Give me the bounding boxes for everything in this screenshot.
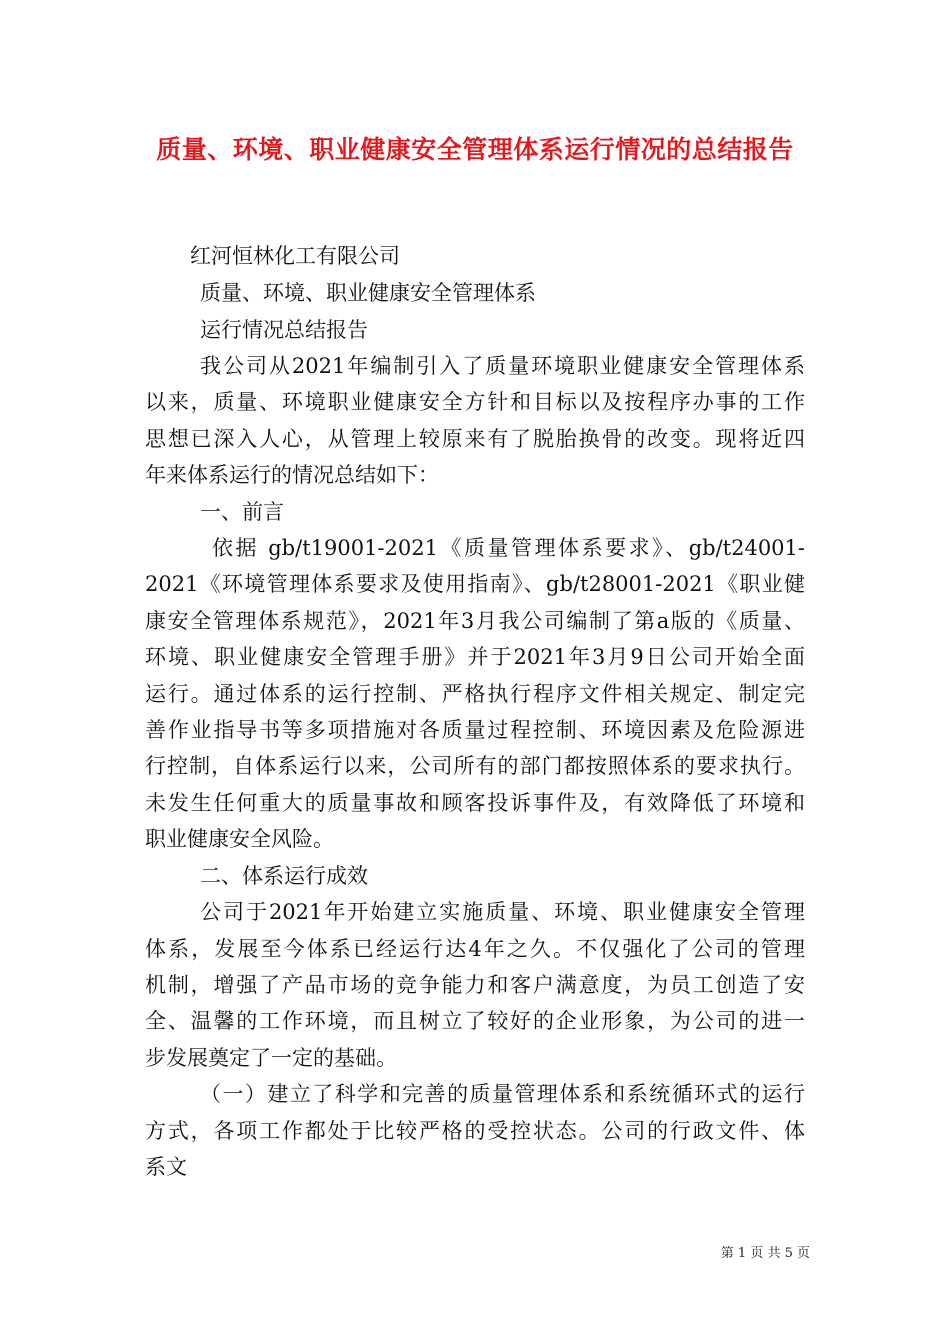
paragraph-line: 公司于2021年开始建立实施质量、环境、职业健康安全管理 [200,900,805,924]
company-name-line: 红河恒林化工有限公司 [190,244,400,268]
paragraph-line: 善作业指导书等多项措施对各质量过程控制、环境因素及危险源进 [145,718,805,742]
paragraph-line: 以来，质量、环境职业健康安全方针和目标以及按程序办事的工作 [145,390,805,414]
paragraph-line: （一）建立了科学和完善的质量管理体系和系统循环式的运行 [200,1082,805,1106]
paragraph-line: 思想已深入人心，从管理上较原来有了脱胎换骨的改变。现将近四 [145,427,805,451]
paragraph-line: 方式，各项工作都处于比较严格的受控状态。公司的行政文件、体 [145,1119,805,1143]
paragraph-line: 职业健康安全风险。 [145,827,334,851]
paragraph-line: 系文 [145,1155,187,1179]
subtitle-line-2: 运行情况总结报告 [200,318,368,342]
document-title: 质量、环境、职业健康安全管理体系运行情况的总结报告 [156,135,794,164]
paragraph-line: 年来体系运行的情况总结如下： [145,463,439,487]
paragraph-line: 我公司从2021年编制引入了质量环境职业健康安全管理体系 [200,354,805,378]
paragraph-line: 2021《环境管理体系要求及使用指南》、gb/t28001-2021《职业健 [145,572,805,596]
page-number-footer: 第 1 页 共 5 页 [720,1246,810,1261]
subtitle-line-1: 质量、环境、职业健康安全管理体系 [200,281,536,305]
paragraph-line: 行控制，自体系运行以来，公司所有的部门都按照体系的要求执行。 [145,754,805,778]
paragraph-line: 康安全管理体系规范》，2021年3月我公司编制了第a版的《质量、 [145,609,805,633]
paragraph-line: 机制，增强了产品市场的竞争能力和客户满意度，为员工创造了安 [145,973,805,997]
paragraph-line: 未发生任何重大的质量事故和顾客投诉事件及，有效降低了环境和 [145,791,805,815]
paragraph-line: 步发展奠定了一定的基础。 [145,1046,397,1070]
paragraph-line: 依据 gb/t19001-2021《质量管理体系要求》、gb/t24001- [212,536,805,560]
paragraph-line: 运行。通过体系的运行控制、严格执行程序文件相关规定、制定完 [145,682,805,706]
paragraph-line: 全、温馨的工作环境，而且树立了较好的企业形象，为公司的进一 [145,1009,805,1033]
section-heading-results: 二、体系运行成效 [200,864,368,888]
section-heading-preface: 一、前言 [200,500,284,524]
paragraph-line: 体系，发展至今体系已经运行达4年之久。不仅强化了公司的管理 [145,937,805,961]
paragraph-line: 环境、职业健康安全管理手册》并于2021年3月9日公司开始全面 [145,645,805,669]
